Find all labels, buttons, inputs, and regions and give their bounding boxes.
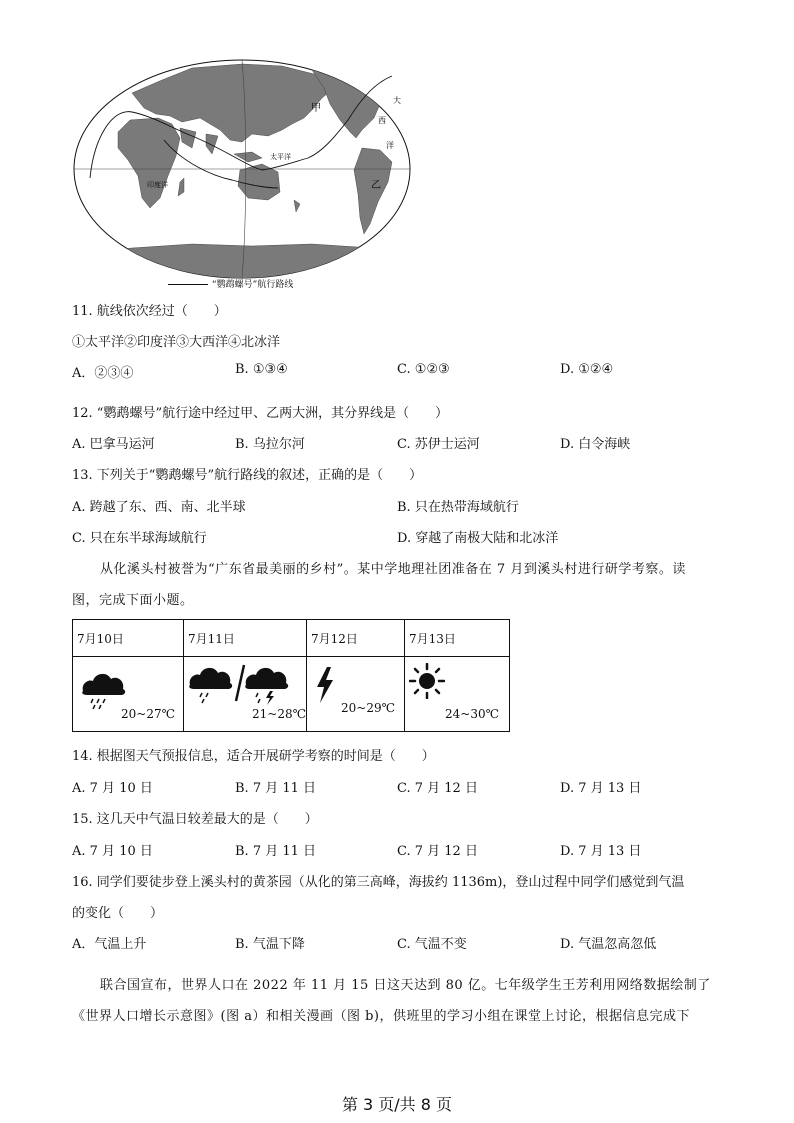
forecast-date-2: 7月11日 [184,620,307,657]
question-15-stem: 15. 这几天中气温日较差最大的是（ ） [72,812,318,827]
intro-paragraph-line-1: 从化溪头村被誉为“广东省最美丽的乡村”。某中学地理社团准备在 7 月到溪头村进行研学考察。读 [100,562,686,577]
label-yi: 乙 [371,180,381,191]
forecast-cell-2 [184,657,307,732]
question-15-option-b[interactable]: B. 7 月 11 日 [235,844,317,859]
question-11-option-b[interactable]: B. ①③④ [235,362,288,377]
question-16-option-d[interactable]: D. 气温忽高忽低 [560,937,657,952]
forecast-temp-3: 20~29℃ [341,701,396,715]
legend-line [168,284,208,285]
question-11-stem: 11. 航线依次经过（ ） [72,304,227,319]
question-11-option-a[interactable]: A．②③④ [72,366,134,381]
population-paragraph-line-1: 联合国宣布，世界人口在 2022 年 11 月 15 日这天达到 80 亿。七年级学生王芳利用网络数据绘制了 [100,978,711,993]
forecast-date-3: 7月12日 [307,620,405,657]
question-13-stem: 13. 下列关于“鹦鹉螺号”航行路线的叙述，正确的是（ ） [72,468,423,483]
question-16-option-a[interactable]: A．气温上升 [72,937,147,952]
question-14-option-a[interactable]: A. 7 月 10 日 [72,781,153,796]
rain-to-thunderstorm-icon [186,661,296,707]
forecast-date-1: 7月10日 [73,620,184,657]
rain-cloud-icon [79,669,129,709]
question-13-option-c[interactable]: C. 只在东半球海域航行 [72,531,207,546]
forecast-cell-1 [73,657,184,732]
question-16-option-b[interactable]: B. 气温下降 [235,937,305,952]
question-12-option-a[interactable]: A. 巴拿马运河 [72,437,155,452]
question-12-stem: 12. “鹦鹉螺号”航行途中经过甲、乙两大洲，其分界线是（ ） [72,406,449,421]
legend-label: “鹦鹉螺号”航行路线 [212,280,294,290]
label-da: 大 [393,96,401,105]
question-14-option-b[interactable]: B. 7 月 11 日 [235,781,317,796]
forecast-cell-3 [307,657,405,732]
question-12-option-d[interactable]: D. 白令海峡 [560,437,631,452]
forecast-temp-4: 24~30℃ [445,707,500,721]
question-16-stem-line-2: 的变化（ ） [72,906,164,921]
question-15-option-c[interactable]: C. 7 月 12 日 [397,844,478,859]
question-12-option-c[interactable]: C. 苏伊士运河 [397,437,480,452]
question-12-option-b[interactable]: B. 乌拉尔河 [235,437,305,452]
label-jia: 甲 [311,103,321,114]
forecast-cell-4 [405,657,510,732]
question-15-option-a[interactable]: A. 7 月 10 日 [72,844,153,859]
sun-icon [409,663,445,699]
label-indian: 印度洋 [147,181,168,189]
map-legend [168,277,293,290]
question-11-items: ①太平洋②印度洋③大西洋④北冰洋 [72,335,281,350]
question-16-option-c[interactable]: C. 气温不变 [397,937,467,952]
page-number-footer: 第 3 页/共 8 页 [341,1095,453,1114]
label-xi: 西 [378,116,386,125]
intro-paragraph-line-2: 图，完成下面小题。 [72,593,194,608]
question-13-option-b[interactable]: B. 只在热带海域航行 [397,500,519,515]
forecast-temp-1: 20~27℃ [121,707,176,721]
question-14-stem: 14. 根据图天气预报信息，适合开展研学考察的时间是（ ） [72,749,435,764]
question-16-stem-line-1: 16. 同学们要徒步登上溪头村的黄茶园（从化的第三高峰，海拔约 1136m)，登山过程中同学们感觉到气温 [72,875,685,890]
forecast-temp-2: 21~28℃ [252,707,307,721]
population-paragraph-line-2: 《世界人口增长示意图》(图 a）和相关漫画（图 b)，供班里的学习小组在课堂上讨论，根据信息完成下 [72,1009,690,1024]
question-15-option-d[interactable]: D. 7 月 13 日 [560,844,642,859]
question-11-option-c[interactable]: C. ①②③ [397,362,450,377]
label-pacific: 太平洋 [270,153,291,161]
forecast-date-4: 7月13日 [405,620,510,657]
question-13-option-d[interactable]: D. 穿越了南极大陆和北冰洋 [397,531,559,546]
question-11-option-d[interactable]: D. ①②④ [560,362,614,377]
question-14-option-d[interactable]: D. 7 月 13 日 [560,781,642,796]
label-yang: 洋 [386,141,394,150]
question-14-option-c[interactable]: C. 7 月 12 日 [397,781,478,796]
world-map [72,58,412,280]
lightning-icon [315,667,335,703]
question-13-option-a[interactable]: A. 跨越了东、西、南、北半球 [72,500,246,515]
weather-forecast-table [72,619,510,732]
